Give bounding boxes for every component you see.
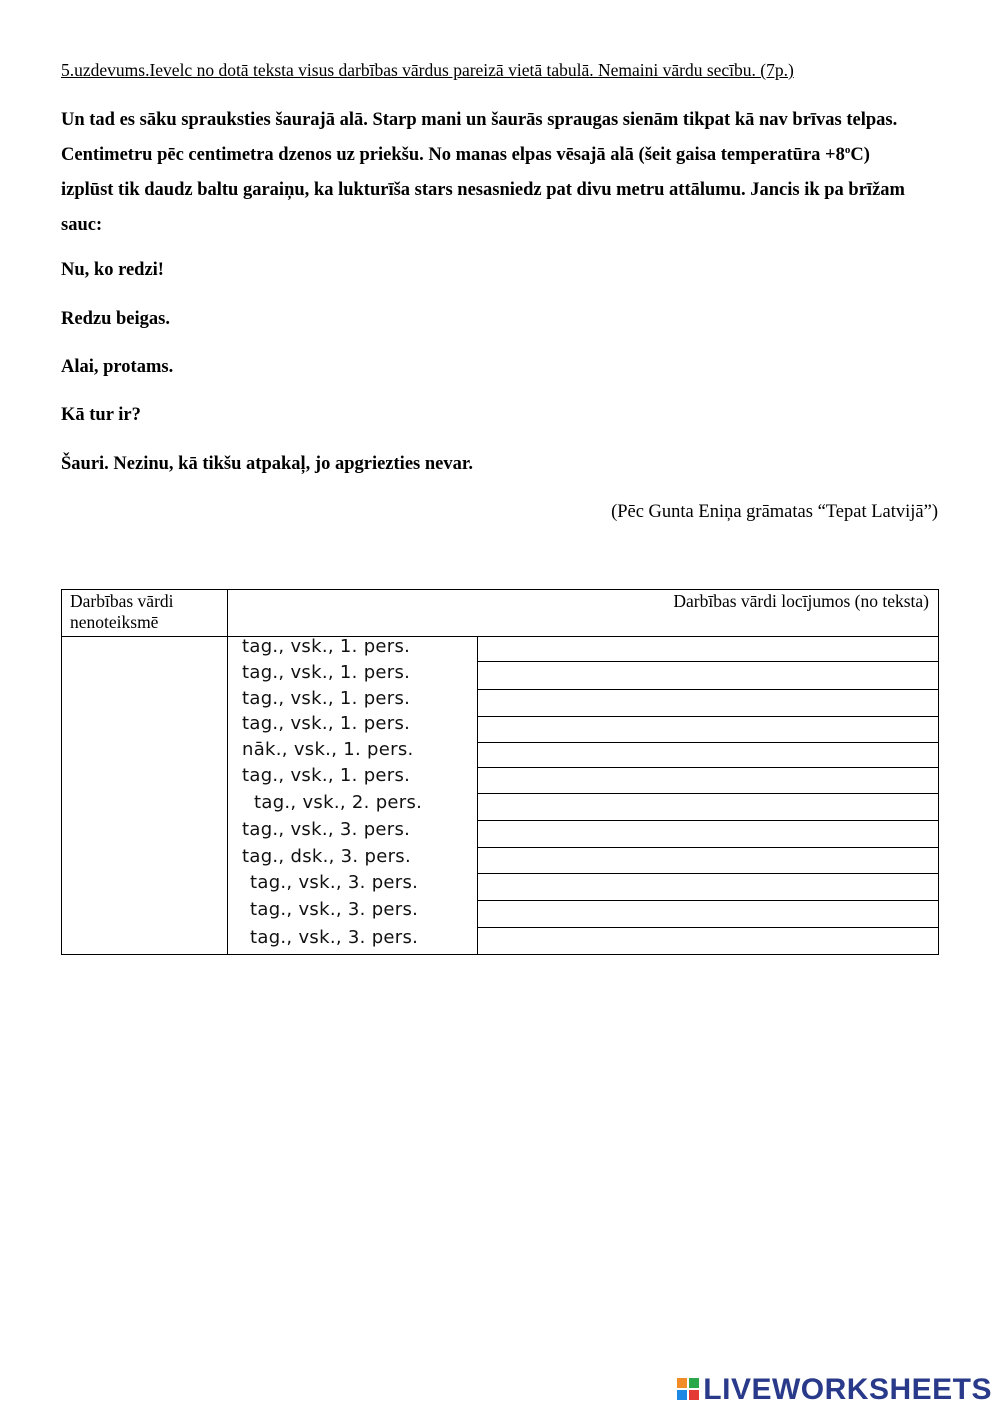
liveworksheets-logo	[677, 1373, 992, 1407]
answer-field[interactable]	[478, 662, 938, 689]
form-label: tag., vsk., 3. pers.	[250, 872, 419, 893]
dialogue-line-3: Alai, protams.	[61, 357, 174, 377]
logo-text: LIVEWORKSHEETS	[703, 1373, 992, 1406]
form-label: tag., vsk., 3. pers.	[242, 819, 411, 840]
answer-field[interactable]	[478, 874, 938, 900]
answer-field[interactable]	[478, 821, 938, 847]
form-label: tag., vsk., 2. pers.	[254, 792, 423, 813]
header-conjugated: Darbības vārdi locījumos (no teksta)	[673, 591, 929, 611]
answer-field[interactable]	[478, 901, 938, 927]
story-paragraph: Un tad es sāku sprauksties šaurajā alā. Starp mani un šaurās spraugas sienām tikpat kā nav brīvas telpas. Centimetru pēc centimetra dzenos uz priekšu. No manas elpas vēsajā alā (šeit gaisa temperatūra $+8^oC$) izplūst tik daudz baltu garaiņu, ka lukturīša stars nesasniedz pat divu metru attālumu. Jancis ik pa brīžam sauc:	[61, 110, 905, 235]
infinitive-answer-cell[interactable]	[62, 637, 227, 954]
form-label: tag., vsk., 1. pers.	[242, 662, 411, 683]
source-citation: (Pēc Gunta Eniņa grāmatas “Tepat Latvijā”)	[611, 502, 938, 522]
logo-mark-icon	[677, 1378, 701, 1402]
form-label: tag., dsk., 3. pers.	[242, 846, 411, 867]
answer-field[interactable]	[478, 768, 938, 793]
answer-field[interactable]	[478, 848, 938, 873]
dialogue-line-2: Redzu beigas.	[61, 309, 170, 329]
answer-field[interactable]	[478, 794, 938, 820]
task-instruction: 5.uzdevums.Ievelc no dotā teksta visus darbības vārdus pareizā vietā tabulā. Nemaini vārdu secību. (7p.)	[61, 60, 794, 80]
form-label: nāk., vsk., 1. pers.	[242, 739, 414, 760]
dialogue-line-4: Kā tur ir?	[61, 405, 141, 425]
form-label: tag., vsk., 1. pers.	[242, 688, 411, 709]
form-label: tag., vsk., 1. pers.	[242, 765, 411, 786]
dialogue-line-5: Šauri. Nezinu, kā tikšu atpakaļ, jo apgriezties nevar.	[61, 454, 473, 474]
form-label: tag., vsk., 3. pers.	[250, 927, 419, 948]
answer-field[interactable]	[478, 928, 938, 954]
header-infinitive: Darbības vārdi nenoteiksmē	[70, 591, 174, 632]
answer-field[interactable]	[478, 743, 938, 767]
answer-field[interactable]	[478, 637, 938, 661]
form-label: tag., vsk., 1. pers.	[242, 636, 411, 657]
answer-field[interactable]	[478, 690, 938, 716]
form-label: tag., vsk., 1. pers.	[242, 713, 411, 734]
answer-field[interactable]	[478, 717, 938, 742]
form-label: tag., vsk., 3. pers.	[250, 899, 419, 920]
dialogue-line-1: Nu, ko redzi!	[61, 260, 164, 280]
